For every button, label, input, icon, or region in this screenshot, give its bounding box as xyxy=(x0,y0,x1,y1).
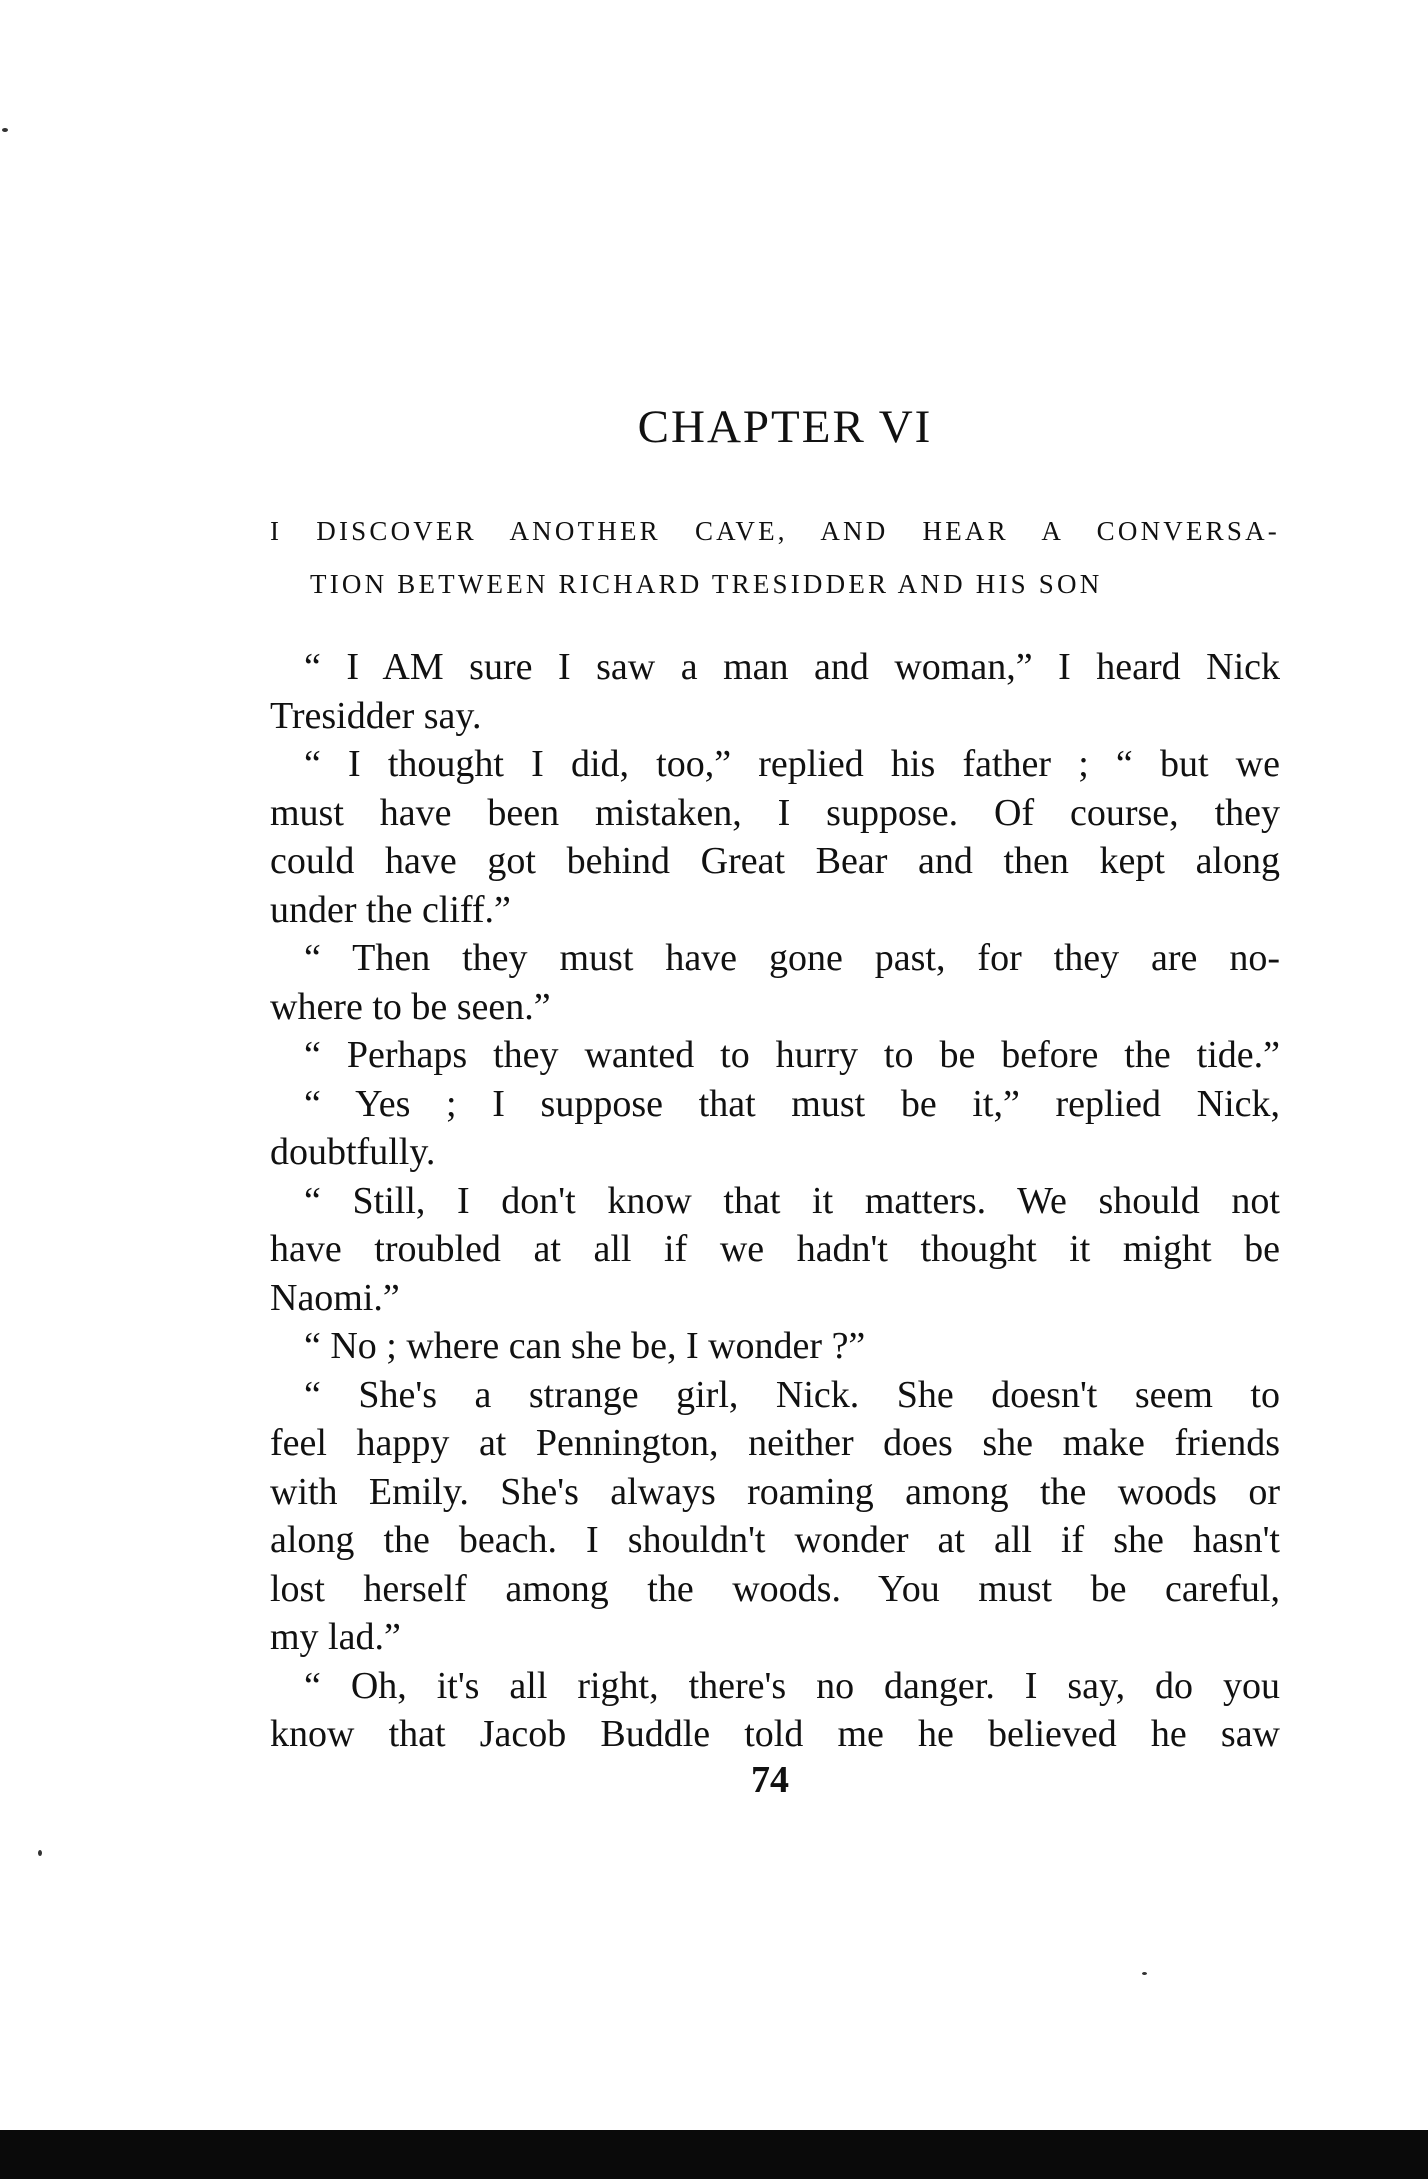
text-line: “ Oh, it's all right, there's no danger. I say, do you xyxy=(304,1664,1280,1707)
scan-bottom-edge xyxy=(0,2130,1428,2179)
text-line: “ Then they must have gone past, for they are no- xyxy=(304,937,1280,979)
chapter-title: CHAPTER VI xyxy=(637,401,933,453)
text-line: feel happy at Pennington, neither does she make friends xyxy=(270,1422,1280,1464)
text-line: lost herself among the woods. You must be careful, xyxy=(270,1567,1280,1610)
text-line: “ No ; where can she be, I wonder ?” xyxy=(304,1325,866,1367)
text-line: “ Still, I don't know that it matters. We should not xyxy=(304,1179,1280,1222)
text-line: “ Perhaps they wanted to hurry to be before the tide.” xyxy=(304,1034,1280,1076)
text-line: must have been mistaken, I suppose. Of course, they xyxy=(270,791,1280,834)
scan-speck xyxy=(1142,1972,1147,1975)
text-line: where to be seen.” xyxy=(270,985,551,1028)
text-line: could have got behind Great Bear and then kept along xyxy=(270,840,1280,882)
page-number: 74 xyxy=(751,1759,789,1801)
chapter-subtitle-line-2: TION BETWEEN RICHARD TRESIDDER AND HIS SON xyxy=(310,569,1103,599)
text-line: under the cliff.” xyxy=(270,888,511,931)
chapter-subtitle xyxy=(270,505,1280,611)
text-line: “ I thought I did, too,” replied his father ; “ but we xyxy=(304,743,1280,785)
text-line: Tresidder say. xyxy=(270,694,482,737)
text-line: “ She's a strange girl, Nick. She doesn't seem to xyxy=(304,1373,1280,1416)
text-line: along the beach. I shouldn't wonder at all if she hasn't xyxy=(270,1519,1280,1561)
text-line: know that Jacob Buddle told me he believed he saw xyxy=(270,1713,1280,1755)
body-text xyxy=(270,643,1280,1759)
chapter-subtitle-line-1: I DISCOVER ANOTHER CAVE, AND HEAR A CONVERSA- xyxy=(270,516,1280,546)
scan-speck xyxy=(38,1850,42,1856)
scan-speck xyxy=(2,128,8,132)
text-line: Naomi.” xyxy=(270,1276,400,1319)
text-line: “ Yes ; I suppose that must be it,” replied Nick, xyxy=(304,1082,1280,1125)
text-line: “ I AM sure I saw a man and woman,” I heard Nick xyxy=(304,646,1280,688)
text-line: my lad.” xyxy=(270,1616,401,1658)
text-line: have troubled at all if we hadn't thought it might be xyxy=(270,1228,1280,1270)
text-line: with Emily. She's always roaming among the woods or xyxy=(270,1470,1280,1513)
text-line: doubtfully. xyxy=(270,1131,436,1173)
